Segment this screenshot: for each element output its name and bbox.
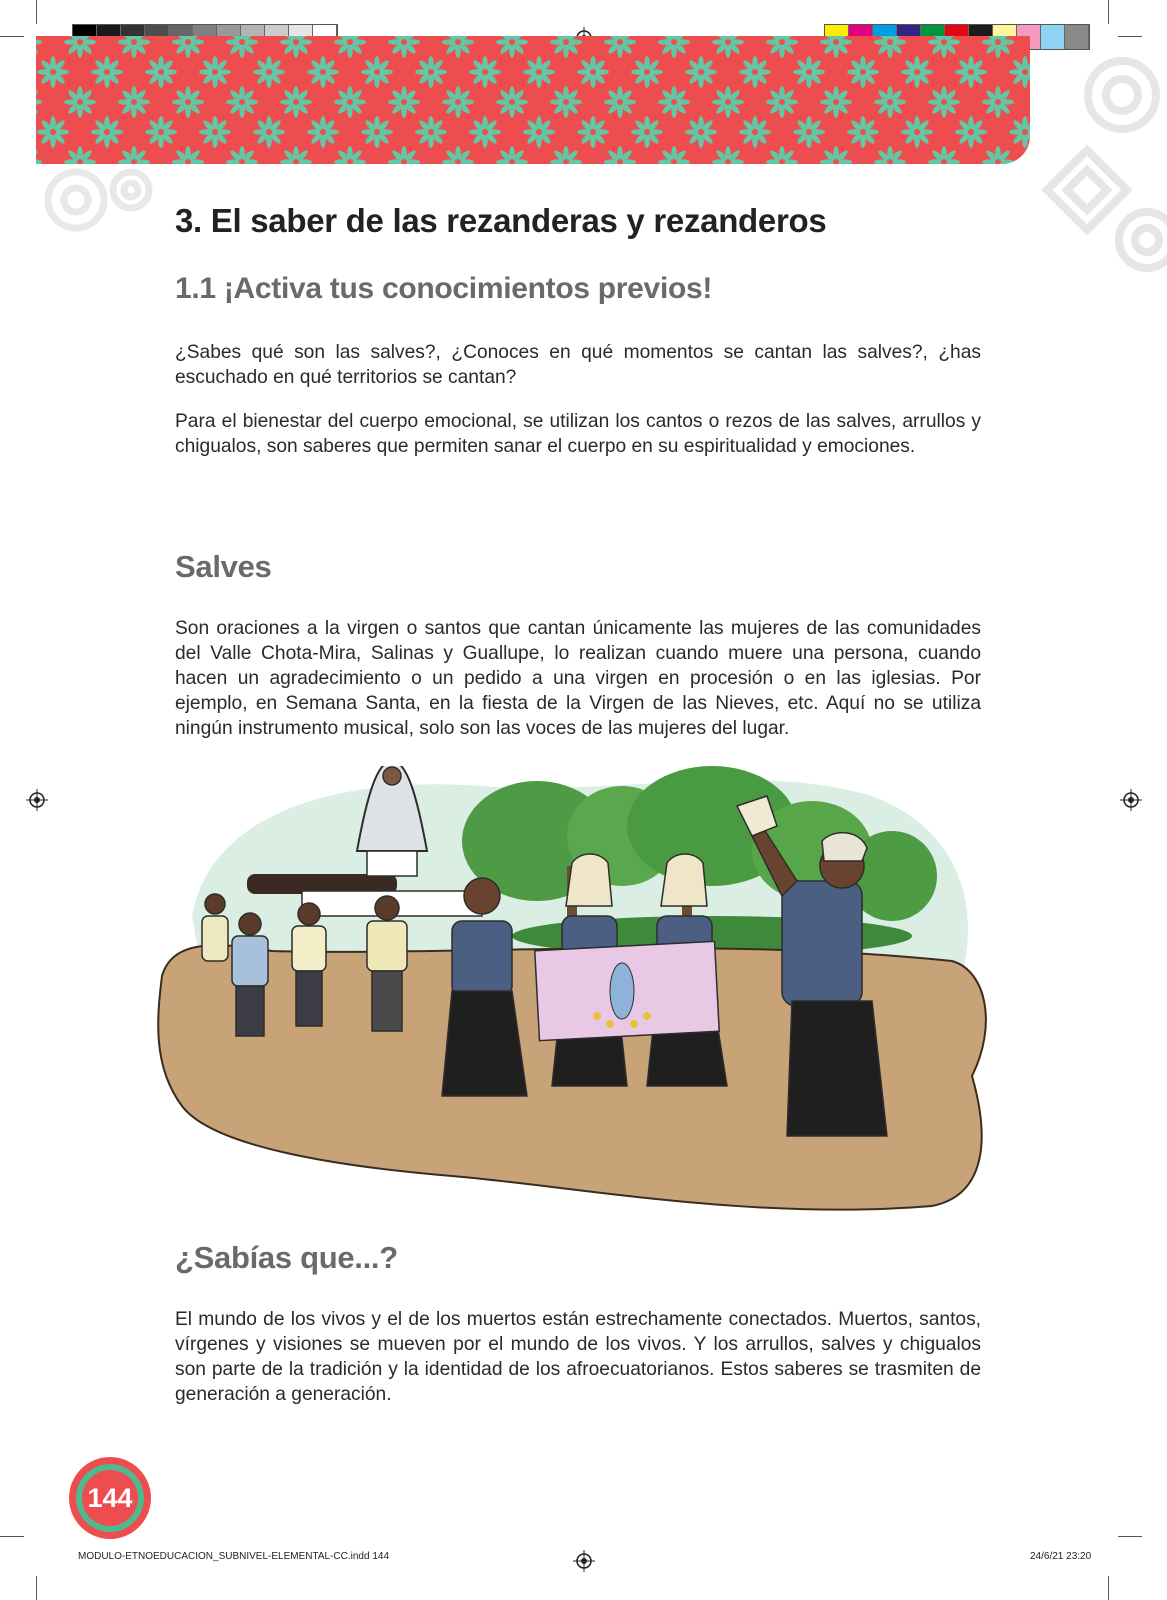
section-heading-prior-knowledge: 1.1 ¡Activa tus conocimientos previos! <box>175 272 713 305</box>
footer-date-slug: 24/6/21 23:20 <box>1030 1551 1092 1562</box>
crop-mark <box>1118 1536 1142 1537</box>
crop-mark <box>36 0 37 24</box>
header-pattern-band <box>36 36 1030 164</box>
crop-mark <box>1118 36 1142 37</box>
flower-pattern-icon <box>36 36 1030 164</box>
footer-file-slug: MODULO-ETNOEDUCACION_SUBNIVEL-ELEMENTAL-CC.indd 144 <box>78 1551 390 1562</box>
crop-mark <box>0 1536 24 1537</box>
crop-mark <box>1108 0 1109 24</box>
page-title: 3. El saber de las rezanderas y rezanderos <box>175 202 827 239</box>
paragraph-did-you-know: El mundo de los vivos y el de los muertos están estrechamente conectados. Muertos, santos, vírgenes y visiones se mueven por el mundo de los vivos. Y los arrullos, salves y chigualos son parte de la tradición y la identidad de los afroecuatorianos. Estos saberes se trasmiten de generación a generación. <box>175 1309 981 1405</box>
paragraph-wellbeing: Para el bienestar del cuerpo emocional, se utilizan los cantos o rezos de las salves, arrullos y chigualos, son saberes que permiten sanar el cuerpo en su espiritualidad y emociones. <box>175 411 981 457</box>
paragraph-salves: Son oraciones a la virgen o santos que cantan únicamente las mujeres de las comunidades del Valle Chota-Mira, Salinas y Guallupe, lo realizan cuando muere una persona, cuando hacen un agradecimiento o un pedido a una virgen en procesión o en las iglesias. Por ejemplo, en Semana Santa, en la fiesta de la Virgen de las Nieves, etc. Aquí no se utiliza ningún instrumento musical, solo son las voces de las mujeres del lugar. <box>175 618 981 739</box>
crop-mark <box>1108 1576 1109 1600</box>
section-heading-salves: Salves <box>175 549 272 584</box>
paragraph-questions: ¿Sabes qué son las salves?, ¿Conoces en qué momentos se cantan las salves?, ¿has escuchado en qué territorios se cantan? <box>175 342 981 388</box>
page-number: 144 <box>87 1482 133 1513</box>
registration-mark-icon <box>26 789 48 811</box>
procession-illustration <box>152 766 1002 1221</box>
decorative-swirl-icon <box>36 160 156 260</box>
crop-mark <box>0 36 24 37</box>
section-heading-did-you-know: ¿Sabías que...? <box>175 1240 398 1275</box>
crop-mark <box>36 1576 37 1600</box>
registration-mark-icon <box>573 1550 595 1572</box>
decorative-pattern-icon <box>1027 40 1167 300</box>
registration-mark-icon <box>1120 789 1142 811</box>
